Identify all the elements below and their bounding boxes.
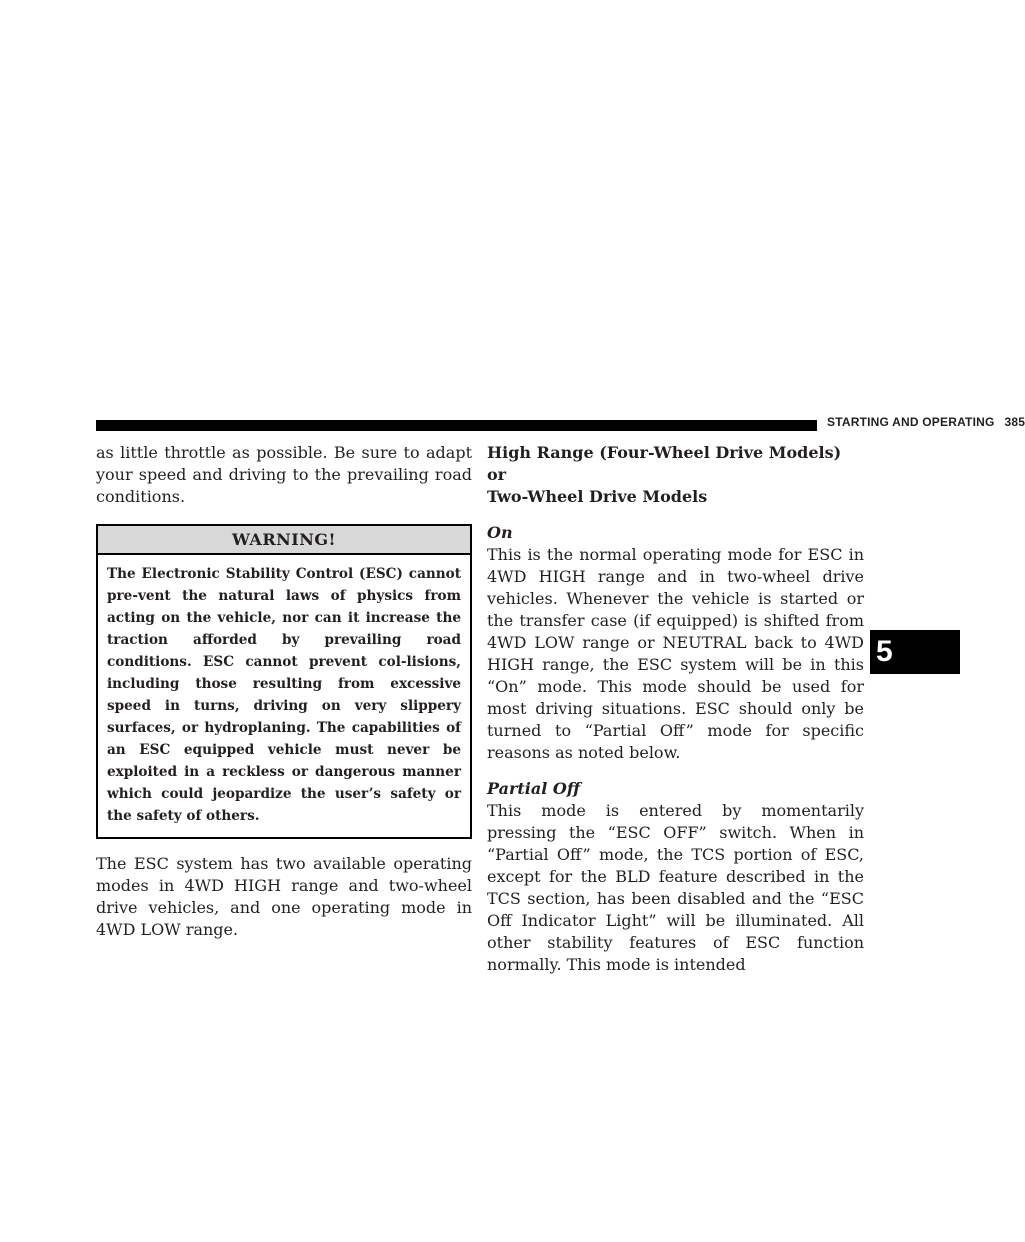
intro-paragraph: as little throttle as possible. Be sure to adapt your speed and driving to the prevailing road conditions.: [96, 443, 472, 506]
section-title: STARTING AND OPERATING: [827, 415, 995, 429]
on-paragraph: This is the normal operating mode for ESC in 4WD HIGH range and in two-wheel drive vehicles. Whenever the vehicle is started or the transfer case (if equipped) is shifted from 4WD LOW range or NEUTRAL back to 4WD HIGH range, the ESC system will be in this “On” mode. This mode should be used for most driving situations. ESC should only be turned to “Partial Off” mode for specific reasons as noted below.: [487, 545, 864, 762]
section-heading-line2: Two-Wheel Drive Models: [487, 487, 708, 506]
left-column: [96, 442, 472, 941]
warning-box: [96, 524, 472, 839]
partial-off-heading: Partial Off: [487, 779, 581, 798]
chapter-tab: 5: [870, 630, 960, 674]
section-heading-line1: High Range (Four-Wheel Drive Models) or: [487, 443, 842, 484]
right-column: [487, 442, 864, 976]
warning-title: WARNING!: [98, 526, 470, 555]
running-header: [827, 415, 1025, 429]
modes-paragraph: The ESC system has two available operating modes in 4WD HIGH range and two-wheel drive vehicles, and one operating mode in 4WD LOW range.: [96, 854, 472, 939]
header-rule: [96, 420, 817, 431]
partial-off-paragraph: This mode is entered by momentarily pressing the “ESC OFF” switch. When in “Partial Off” mode, the TCS portion of ESC, except for the BLD feature described in the TCS section, has been disabled and the “ESC Off Indicator Light” will be illuminated. All other stability features of ESC function normally. This mode is intended: [487, 801, 864, 974]
page-number: 385: [1004, 415, 1025, 429]
section-heading: [487, 442, 864, 508]
warning-body: The Electronic Stability Control (ESC) cannot pre-vent the natural laws of physics from acting on the vehicle, nor can it increase the traction afforded by prevailing road conditions. ESC cannot prevent col-lisions, including those resulting from excessive speed in turns, driving on very slippery surfaces, or hydroplaning. The capabilities of an ESC equipped vehicle must never be exploited in a reckless or dangerous manner which could jeopardize the user’s safety or the safety of others.: [107, 566, 461, 824]
on-heading: On: [487, 523, 513, 542]
